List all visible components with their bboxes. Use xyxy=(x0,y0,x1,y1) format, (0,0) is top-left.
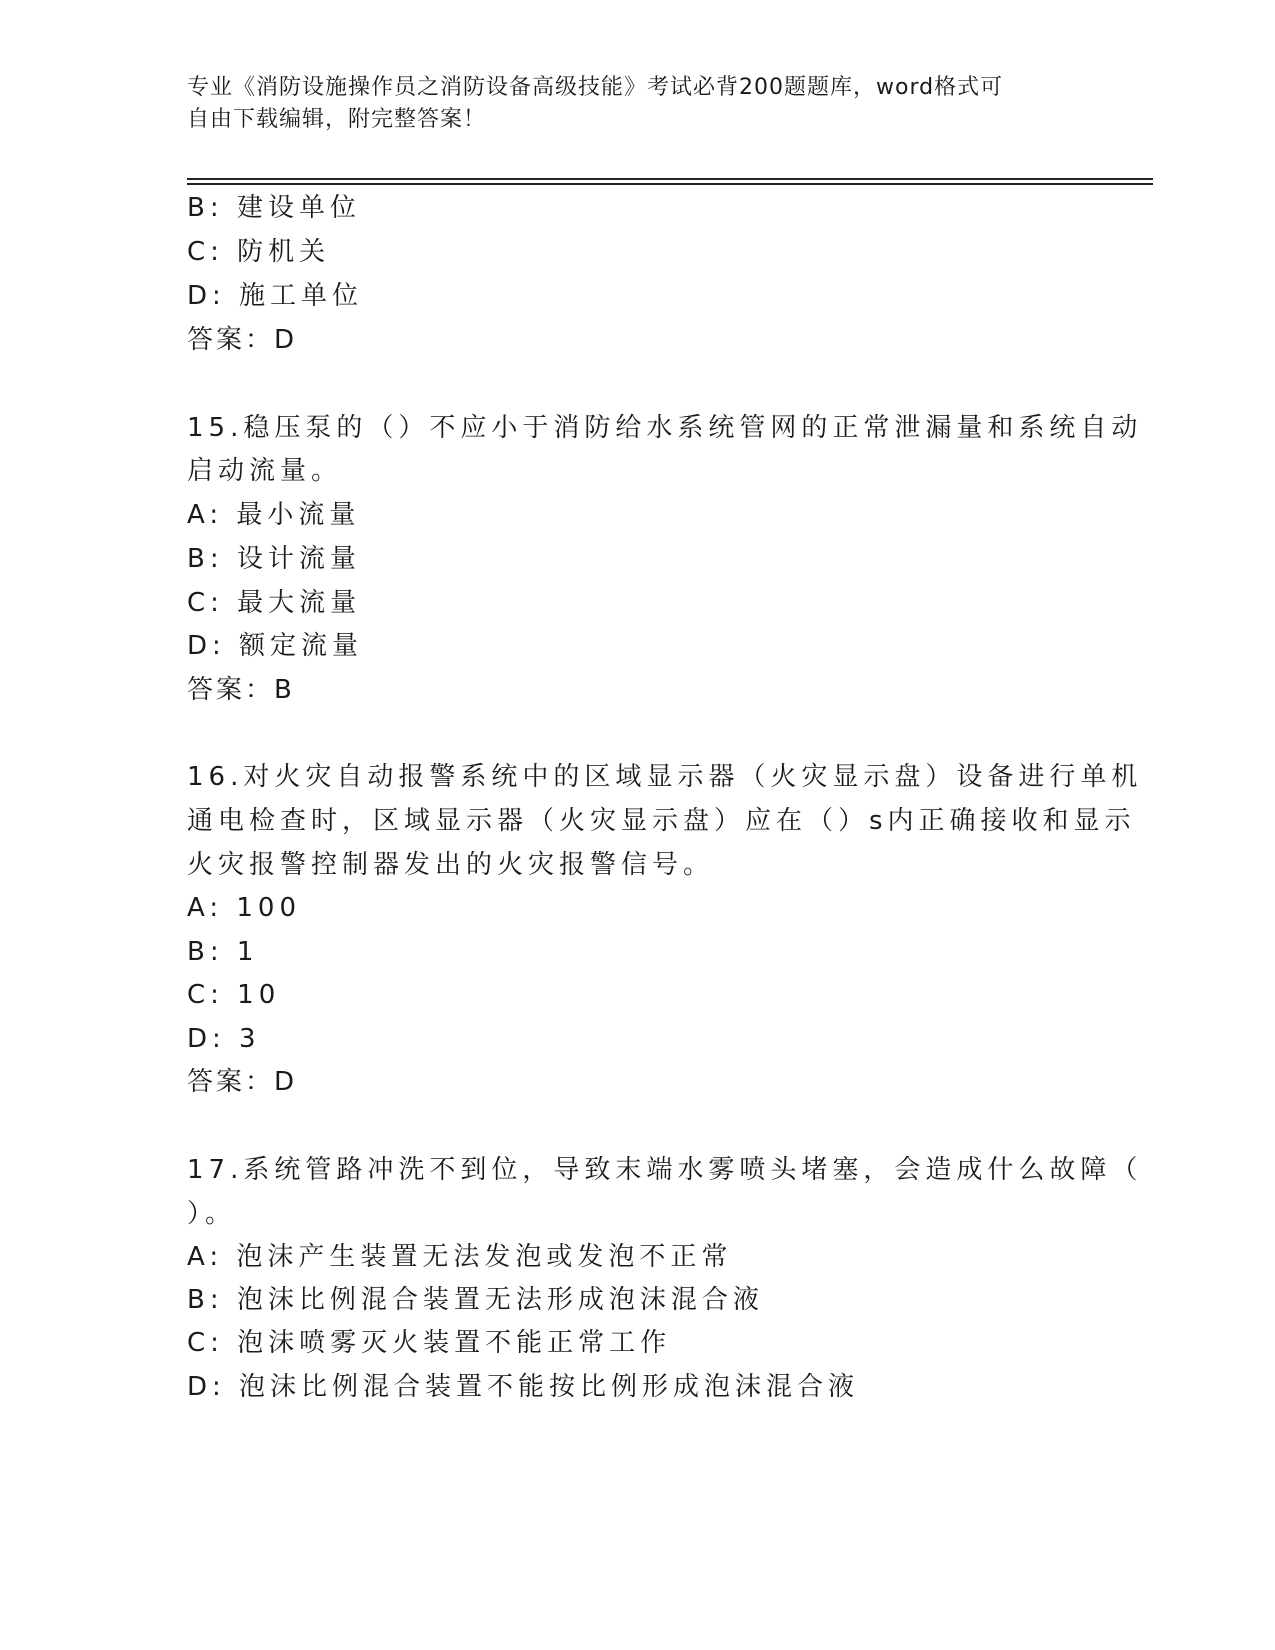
option-item: B: 设计流量 xyxy=(187,544,361,574)
header-line-2: 自由下载编辑，附完整答案！ xyxy=(187,107,487,132)
option-item: B: 1 xyxy=(187,937,259,967)
answer-line: 答案：B xyxy=(187,675,295,705)
option-item: D: 额定流量 xyxy=(187,631,364,661)
document-header xyxy=(187,72,1067,136)
option-item: C: 泡沫喷雾灭火装置不能正常工作 xyxy=(187,1328,672,1358)
option-item: A: 100 xyxy=(187,893,301,923)
option-item: D: 泡沫比例混合装置不能按比例形成泡沫混合液 xyxy=(187,1372,860,1402)
option-item: B: 建设单位 xyxy=(187,193,361,223)
question-stem: 火灾报警控制器发出的火灾报警信号。 xyxy=(187,850,715,880)
question-stem: 16.对火灾自动报警系统中的区域显示器（火灾显示盘）设备进行单机 xyxy=(187,762,1143,792)
question-stem: ）。 xyxy=(187,1199,237,1229)
question-stem: 17.系统管路冲洗不到位，导致末端水雾喷头堵塞，会造成什么故障（ xyxy=(187,1155,1143,1185)
header-line-1: 专业《消防设施操作员之消防设备高级技能》考试必背200题题库，word格式可 xyxy=(187,75,1004,100)
question-stem: 启动流量。 xyxy=(187,456,343,486)
question-stem: 15.稳压泵的（）不应小于消防给水系统管网的正常泄漏量和系统自动 xyxy=(187,413,1143,443)
option-item: A: 最小流量 xyxy=(187,500,361,530)
answer-line: 答案：D xyxy=(187,1067,298,1097)
header-rule-bottom xyxy=(187,183,1153,185)
question-stem: 通电检查时，区域显示器（火灾显示盘）应在（）s内正确接收和显示 xyxy=(187,806,1136,836)
option-item: C: 最大流量 xyxy=(187,588,362,618)
header-rule-top xyxy=(187,178,1153,180)
option-item: D: 3 xyxy=(187,1024,261,1054)
option-item: D: 施工单位 xyxy=(187,281,364,311)
option-item: C: 防机关 xyxy=(187,237,331,267)
option-item: C: 10 xyxy=(187,980,281,1010)
option-item: B: 泡沫比例混合装置无法形成泡沫混合液 xyxy=(187,1285,764,1315)
option-item: A: 泡沫产生装置无法发泡或发泡不正常 xyxy=(187,1242,733,1272)
answer-line: 答案：D xyxy=(187,325,298,355)
